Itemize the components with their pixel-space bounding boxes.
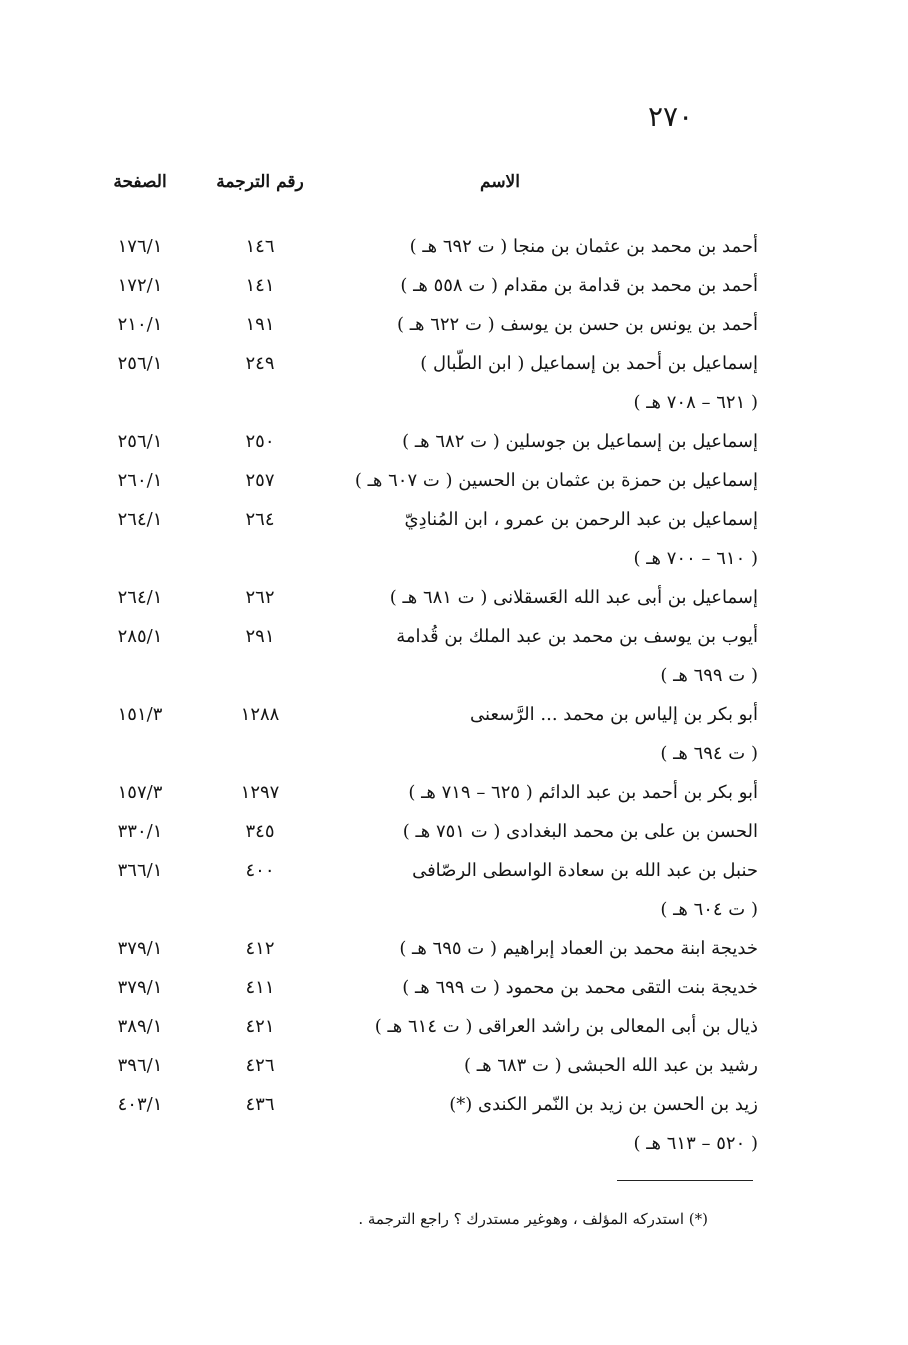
entry-name: إسماعيل بن أبى عبد الله العَسقلانى ( ت ٦٨١ هـ ) bbox=[389, 587, 758, 608]
column-header-name: الاسم bbox=[480, 172, 520, 192]
entry-name: ( ٦٢١ – ٧٠٨ هـ ) bbox=[633, 392, 758, 413]
table-row bbox=[0, 1046, 908, 1085]
entry-number: ٤٣٦ bbox=[245, 1094, 275, 1115]
entry-number: ١٢٩٧ bbox=[240, 782, 280, 803]
entry-page: ٣٨٩/١ bbox=[117, 1016, 163, 1037]
entry-page: ٢٨٥/١ bbox=[117, 626, 163, 647]
table-row bbox=[0, 305, 908, 344]
table-row bbox=[0, 383, 908, 422]
table-row bbox=[0, 968, 908, 1007]
table-row bbox=[0, 890, 908, 929]
entry-page: ٤٠٣/١ bbox=[117, 1094, 163, 1115]
table-row bbox=[0, 929, 908, 968]
table-row bbox=[0, 227, 908, 266]
entry-name: إسماعيل بن حمزة بن عثمان بن الحسين ( ت ٦٠٧ هـ ) bbox=[354, 470, 758, 491]
entry-page: ٣٧٩/١ bbox=[117, 938, 163, 959]
entry-name: ( ٥٢٠ – ٦١٣ هـ ) bbox=[633, 1133, 758, 1154]
table-row bbox=[0, 1007, 908, 1046]
table-row bbox=[0, 656, 908, 695]
entry-page: ١٥٧/٣ bbox=[117, 782, 163, 803]
entry-number: ٤٢١ bbox=[245, 1016, 275, 1037]
entry-name: خديجة بنت التقى محمد بن محمود ( ت ٦٩٩ هـ ) bbox=[402, 977, 758, 998]
entry-page: ١٧٢/١ bbox=[117, 275, 163, 296]
table-row bbox=[0, 851, 908, 890]
entry-page: ٣٩٦/١ bbox=[117, 1055, 163, 1076]
entry-number: ١٤١ bbox=[245, 275, 275, 296]
footnote-divider bbox=[617, 1180, 753, 1181]
entry-number: ٢٦٤ bbox=[245, 509, 275, 530]
table-row bbox=[0, 773, 908, 812]
entry-name: إسماعيل بن أحمد بن إسماعيل ( ابن الطّبال ) bbox=[420, 353, 758, 374]
entry-page: ٣٧٩/١ bbox=[117, 977, 163, 998]
entry-number: ٢٩١ bbox=[245, 626, 275, 647]
entry-page: ٢٦٠/١ bbox=[117, 470, 163, 491]
entry-name: إسماعيل بن إسماعيل بن جوسلين ( ت ٦٨٢ هـ ) bbox=[402, 431, 758, 452]
entry-page: ٢٥٦/١ bbox=[117, 353, 163, 374]
table-row bbox=[0, 617, 908, 656]
entry-page: ٢١٠/١ bbox=[117, 314, 163, 335]
entry-page: ٣٦٦/١ bbox=[117, 860, 163, 881]
entry-number: ٤٢٦ bbox=[245, 1055, 275, 1076]
column-header-page: الصفحة bbox=[113, 172, 167, 192]
entry-number: ١٩١ bbox=[245, 314, 275, 335]
table-row bbox=[0, 812, 908, 851]
entry-name: أبو بكر بن أحمد بن عبد الدائم ( ٦٢٥ – ٧١٩ هـ ) bbox=[408, 782, 758, 803]
entry-number: ٢٦٢ bbox=[245, 587, 275, 608]
table-row bbox=[0, 695, 908, 734]
entry-name: ( ت ٦٩٩ هـ ) bbox=[660, 665, 758, 686]
column-header-entry-number: رقم الترجمة bbox=[216, 172, 304, 192]
entry-name: خديجة ابنة محمد بن العماد إبراهيم ( ت ٦٩٥ هـ ) bbox=[399, 938, 758, 959]
table-row bbox=[0, 344, 908, 383]
entry-name: ( ت ٦٩٤ هـ ) bbox=[660, 743, 758, 764]
table-row bbox=[0, 734, 908, 773]
entry-number: ١٢٨٨ bbox=[240, 704, 280, 725]
entry-page: ١٧٦/١ bbox=[117, 236, 163, 257]
table-row bbox=[0, 578, 908, 617]
table-row bbox=[0, 1085, 908, 1124]
entry-name: حنبل بن عبد الله بن سعادة الواسطى الرصّافى bbox=[412, 860, 758, 881]
entry-number: ٤١١ bbox=[245, 977, 275, 998]
entry-name: إسماعيل بن عبد الرحمن بن عمرو ، ابن المُنادِيّ bbox=[404, 509, 758, 530]
entry-name: أحمد بن يونس بن حسن بن يوسف ( ت ٦٢٢ هـ ) bbox=[396, 314, 758, 335]
entry-number: ٣٤٥ bbox=[245, 821, 275, 842]
entry-number: ٢٥٠ bbox=[245, 431, 275, 452]
index-table bbox=[0, 227, 908, 1163]
entry-page: ١٥١/٣ bbox=[117, 704, 163, 725]
entry-number: ١٤٦ bbox=[245, 236, 275, 257]
footnote: (*) استدركه المؤلف ، وهوغير مستدرك ؟ راجع الترجمة . bbox=[358, 1210, 708, 1228]
entry-page: ٢٦٤/١ bbox=[117, 509, 163, 530]
entry-name: أيوب بن يوسف بن محمد بن عبد الملك بن قُدامة bbox=[396, 626, 758, 647]
entry-page: ٢٥٦/١ bbox=[117, 431, 163, 452]
entry-name: زيد بن الحسن بن زيد بن النّمر الكندى (*) bbox=[449, 1094, 758, 1115]
entry-number: ٢٥٧ bbox=[245, 470, 275, 491]
entry-name: ( ٦١٠ – ٧٠٠ هـ ) bbox=[633, 548, 758, 569]
entry-number: ٤٠٠ bbox=[245, 860, 275, 881]
table-row bbox=[0, 266, 908, 305]
entry-name: أحمد بن محمد بن قدامة بن مقدام ( ت ٥٥٨ هـ ) bbox=[400, 275, 758, 296]
table-row bbox=[0, 539, 908, 578]
table-row bbox=[0, 1124, 908, 1163]
entry-page: ٣٣٠/١ bbox=[117, 821, 163, 842]
page-number: ٢٧٠ bbox=[648, 100, 694, 133]
entry-name: الحسن بن على بن محمد البغدادى ( ت ٧٥١ هـ ) bbox=[402, 821, 758, 842]
entry-name: أحمد بن محمد بن عثمان بن منجا ( ت ٦٩٢ هـ ) bbox=[409, 236, 758, 257]
entry-page: ٢٦٤/١ bbox=[117, 587, 163, 608]
table-row bbox=[0, 461, 908, 500]
entry-name: رشيد بن عبد الله الحبشى ( ت ٦٨٣ هـ ) bbox=[464, 1055, 758, 1076]
entry-number: ٢٤٩ bbox=[245, 353, 275, 374]
entry-name: ذيال بن أبى المعالى بن راشد العراقى ( ت ٦١٤ هـ ) bbox=[374, 1016, 758, 1037]
table-row bbox=[0, 500, 908, 539]
table-row bbox=[0, 422, 908, 461]
entry-number: ٤١٢ bbox=[245, 938, 275, 959]
entry-name: أبو بكر بن إلياس بن محمد ... الرَّسعنى bbox=[470, 704, 758, 725]
entry-name: ( ت ٦٠٤ هـ ) bbox=[660, 899, 758, 920]
